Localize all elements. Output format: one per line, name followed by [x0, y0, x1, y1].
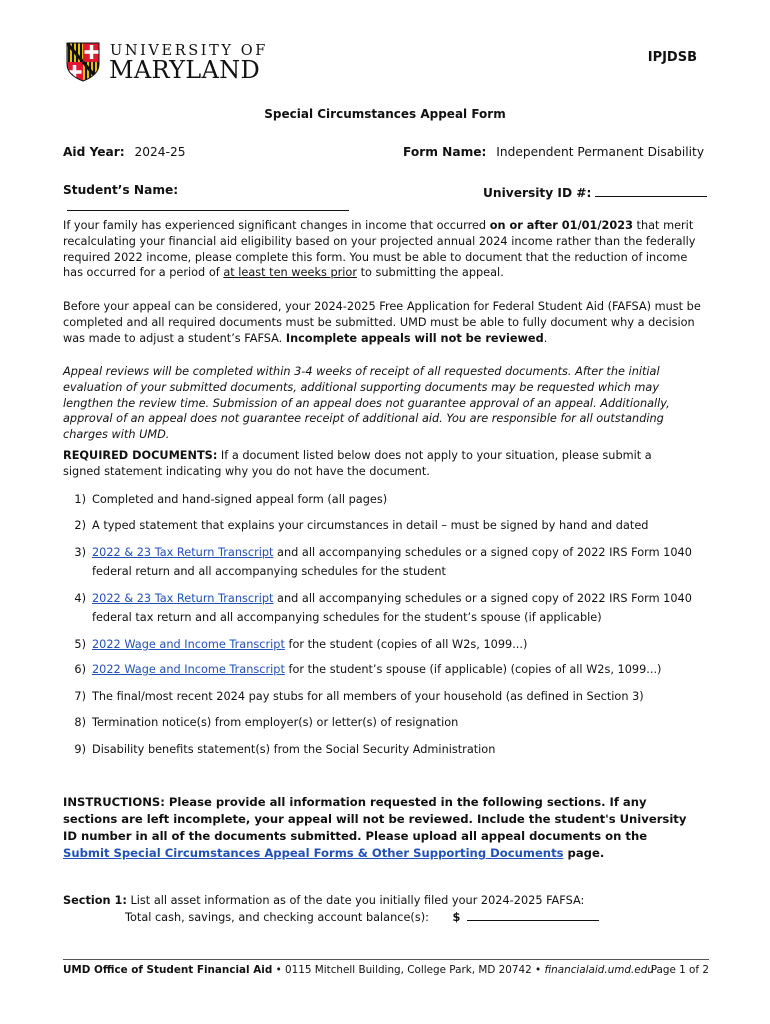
list-item-number: 7) [74, 690, 86, 703]
list-item-text-rest: and all accompanying schedules or a signed copy of 2022 IRS Form 1040 federal return and all accompanying schedules for the student [92, 546, 692, 578]
intro-p1-text-c: to submitting the appeal. [356, 266, 504, 280]
list-item-text: Disability benefits statement(s) from the Social Security Administration [92, 743, 496, 756]
form-name-value: Independent Permanent Disability [496, 145, 705, 159]
list-item-text-rest: for the student (copies of all W2s, 1099...) [284, 638, 528, 651]
form-title: Special Circumstances Appeal Form [264, 107, 506, 121]
aid-year-value: 2024-25 [134, 145, 186, 159]
section-1-text: List all asset information as of the date you initially filed your 2024-2025 FAFSA: [126, 894, 585, 907]
form-name-label: Form Name: [403, 145, 487, 159]
intro-p1-text-b: that merit recalculating your financial aid eligibility based on your projected annual 2024 income rather than the federally required 2022 income, please complete this form. You must be able to document that the reduction of income has occurred for a period of [63, 219, 696, 280]
intro-p1-underline: at least ten weeks prior [223, 266, 357, 280]
intro-paragraph-1 [63, 218, 709, 281]
cash-balance-label: Total cash, savings, and checking account balance(s): [125, 911, 429, 924]
university-id-input[interactable] [595, 183, 707, 197]
list-item-text: Completed and hand-signed appeal form (all pages) [92, 493, 388, 506]
university-id-field [483, 183, 707, 200]
intro-paragraph-2 [63, 299, 709, 346]
intro-p2-text: Before your appeal can be considered, your 2024-2025 Free Application for Federal Student Aid (FAFSA) must be completed and all required documents must be submitted. UMD must be able to fully document why a decision was made to adjust a student’s FAFSA. [63, 300, 701, 345]
logo-text-line2: MARYLAND [109, 56, 260, 84]
list-item-number: 8) [74, 716, 86, 729]
page-footer [63, 964, 709, 976]
form-code: IPJDSB [647, 50, 697, 65]
instructions-end: page. [563, 846, 605, 860]
instructions-text: INSTRUCTIONS: Please provide all information requested in the following sections. If any sections are left incomplete, your appeal will not be reviewed. Include the student's University ID number in all of the documents submitted. Please upload all appeal documents on the [63, 795, 687, 843]
list-item-text-rest: and all accompanying schedules or a signed copy of 2022 IRS Form 1040 federal tax return and all accompanying schedules for the student’s spouse (if applicable) [92, 592, 692, 624]
footer-divider [63, 959, 709, 960]
footer-separator: • [531, 964, 545, 976]
list-item-text: A typed statement that explains your circumstances in detail – must be signed by hand and dated [92, 519, 649, 532]
tax-return-transcript-link[interactable]: 2022 & 23 Tax Return Transcript [92, 592, 274, 605]
section-1 [63, 893, 599, 925]
required-documents-intro [63, 448, 663, 480]
aid-year-label: Aid Year: [63, 145, 125, 159]
intro-p1-text-a: If your family has experienced significant changes in income that occurred [63, 219, 490, 232]
page-number: Page 1 of 2 [650, 964, 709, 976]
list-item-text [92, 636, 703, 655]
wage-income-transcript-link[interactable]: 2022 Wage and Income Transcript [92, 663, 285, 676]
intro-p2-warning: Incomplete appeals will not be reviewed [285, 331, 544, 345]
list-item-number: 9) [74, 743, 86, 756]
submit-appeal-forms-link[interactable]: Submit Special Circumstances Appeal Forms & Other Supporting Documents [63, 846, 564, 860]
list-item-number: 5) [74, 638, 86, 651]
list-item-text: The final/most recent 2024 pay stubs for all members of your household (as defined in Section 3) [92, 690, 644, 703]
intro-p1-date: on or after 01/01/2023 [489, 219, 633, 232]
student-name-label: Student’s Name: [63, 183, 179, 197]
section-1-label: Section 1: [63, 894, 127, 907]
form-name-field [403, 145, 704, 159]
list-item-number: 3) [74, 546, 86, 559]
footer-separator: • [272, 964, 286, 976]
umd-shield-icon [66, 42, 100, 82]
list-item-text [92, 590, 703, 627]
umd-logo [66, 42, 286, 84]
currency-symbol: $ [452, 911, 461, 924]
footer-address: 0115 Mitchell Building, College Park, MD 20742 [285, 964, 532, 976]
aid-year-field [63, 145, 185, 159]
wage-income-transcript-link[interactable]: 2022 Wage and Income Transcript [92, 638, 285, 651]
logo-text-line1: UNIVERSITY OF [110, 43, 268, 59]
cash-balance-input[interactable] [467, 909, 599, 921]
footer-office: UMD Office of Student Financial Aid [63, 964, 273, 976]
intro-p2-end: . [543, 331, 548, 345]
cash-balance-row [125, 909, 599, 925]
list-item-text-rest: for the student’s spouse (if applicable) (copies of all W2s, 1099...) [284, 663, 662, 676]
instructions-paragraph [63, 794, 693, 862]
list-item-number: 6) [74, 663, 86, 676]
required-documents-text: If a document listed below does not apply to your situation, please submit a signed statement indicating why you do not have the document. [63, 449, 652, 478]
university-id-label: University ID #: [483, 186, 592, 200]
footer-website: financialaid.umd.edu [544, 964, 654, 976]
student-name-input[interactable] [67, 197, 349, 211]
section-1-heading [63, 893, 599, 908]
list-item-number: 4) [74, 592, 86, 605]
student-name-field [63, 183, 463, 214]
intro-paragraph-3: Appeal reviews will be completed within 3-4 weeks of receipt of all requested documents. After the initial evaluation of your submitted documents, additional supporting documents may be requested which may lengthen the review time. Submission of an appeal does not guarantee approval of an appeal. Additionally, approval of an appeal does not guarantee receipt of additional aid. You are responsible for all outstanding charges with UMD. [63, 365, 670, 442]
list-item-text [92, 661, 703, 680]
list-item-text: Termination notice(s) from employer(s) or letter(s) of resignation [92, 716, 459, 729]
required-documents-label: REQUIRED DOCUMENTS: [63, 449, 218, 462]
list-item-text [92, 544, 703, 581]
list-item-number: 2) [74, 519, 86, 532]
list-item-number: 1) [74, 493, 86, 506]
tax-return-transcript-link[interactable]: 2022 & 23 Tax Return Transcript [92, 546, 274, 559]
